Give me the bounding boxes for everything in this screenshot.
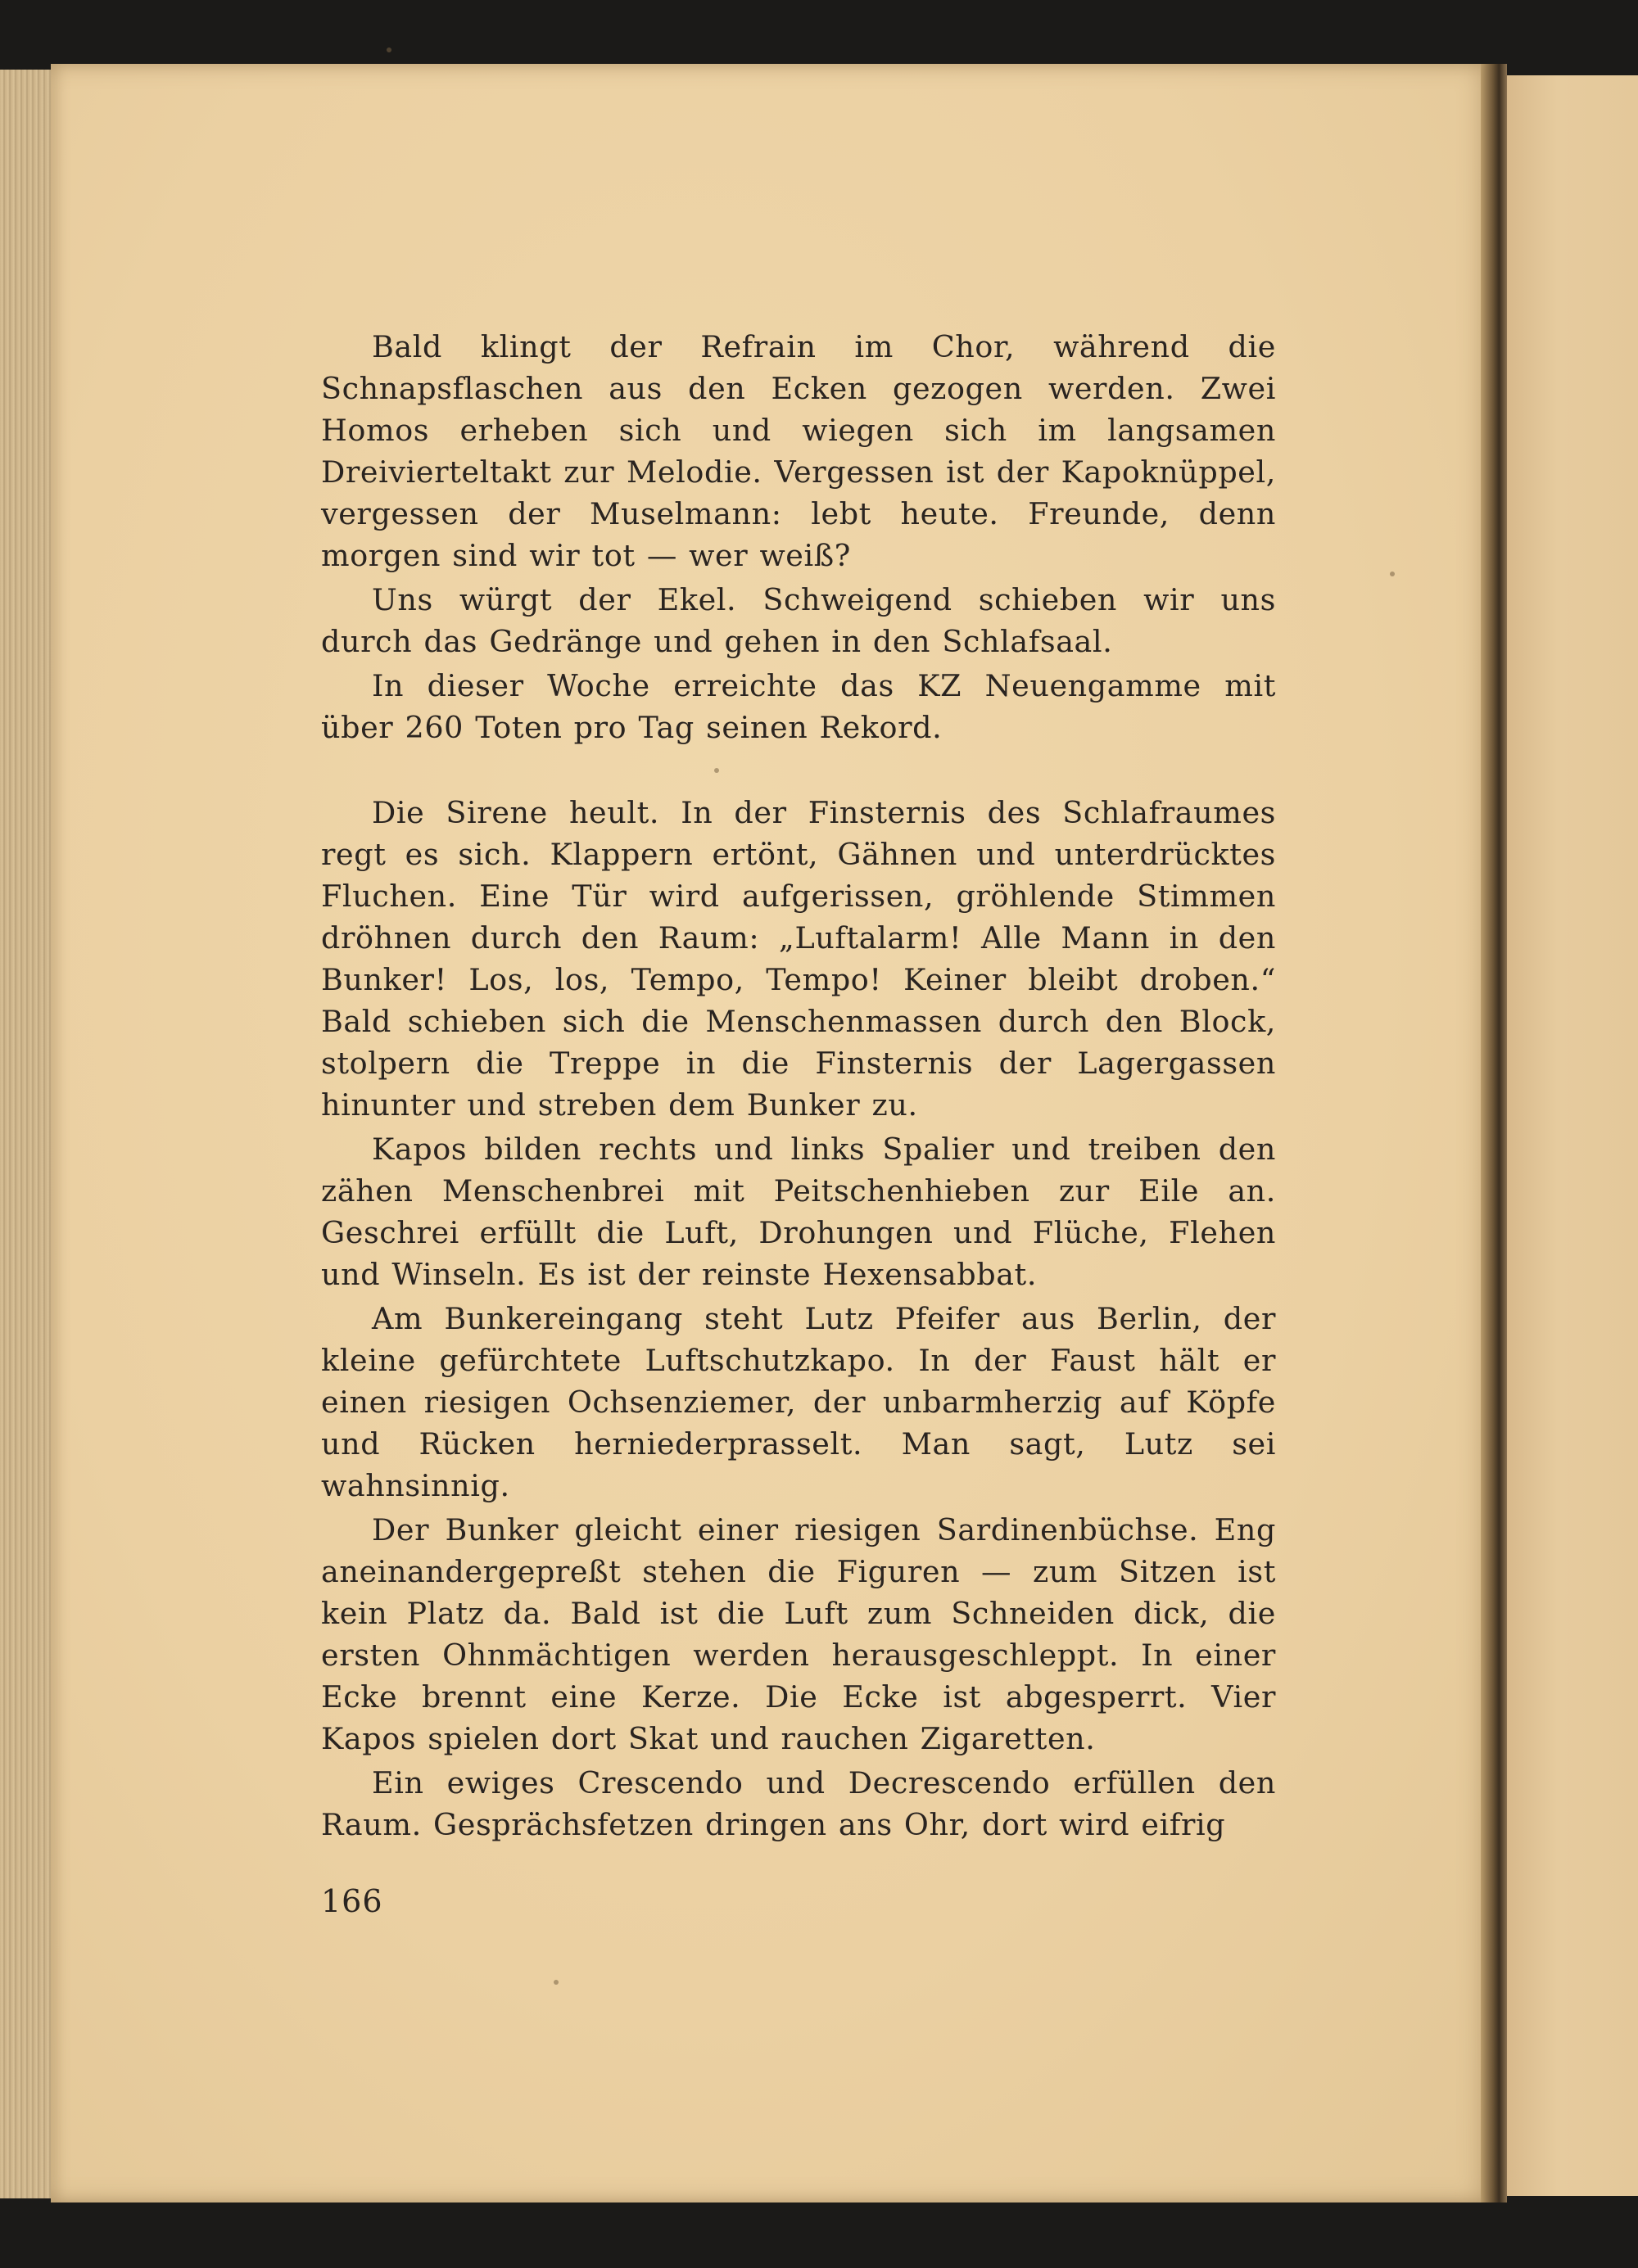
book-gutter — [1481, 64, 1507, 2202]
paper-speck — [1390, 572, 1395, 576]
paper-speck — [387, 47, 391, 52]
facing-page-edge — [1504, 75, 1638, 2196]
page-number: 166 — [321, 1883, 383, 1919]
paragraph: Die Sirene heult. In der Finsternis des Schlafraumes regt es sich. Klappern ertönt, Gähnen und unterdrücktes Fluchen. Eine Tür wird aufgerissen, gröhlende Stimmen dröhnen durch den Raum: „Luftalarm! Alle Mann in den Bunker! Los, los, Tempo, Tempo! Keiner bleibt droben.“ Bald schieben sich die Menschenmassen durch den Block, stolpern die Treppe in die Finsternis der Lagergassen hinunter und streben dem Bunker zu. — [321, 795, 1276, 1123]
paragraph: Bald klingt der Refrain im Chor, während die Schnapsflaschen aus den Ecken gezogen werden. Zwei Homos erheben sich und wiegen sich im langsamen Dreivierteltakt zur Melodie. Vergessen ist der Kapoknüppel, vergessen der Muselmann: lebt heute. Freunde, denn morgen sind wir tot — wer weiß? — [321, 329, 1276, 573]
paragraph: In dieser Woche erreichte das KZ Neuengamme mit über 260 Toten pro Tag seinen Rekord. — [321, 668, 1276, 745]
paragraph: Der Bunker gleicht einer riesigen Sardinenbüchse. Eng aneinandergepreßt stehen die Figuren — zum Sitzen ist kein Platz da. Bald ist die Luft zum Schneiden dick, die ersten Ohnmächtigen werden herausgeschleppt. In einer Ecke brennt eine Kerze. Die Ecke ist abgesperrt. Vier Kapos spielen dort Skat und rauchen Zigaretten. — [321, 1512, 1276, 1756]
paragraph: Am Bunkereingang steht Lutz Pfeifer aus Berlin, der kleine gefürchtete Luftschutzkapo. In der Faust hält er einen riesigen Ochsenziemer, der unbarmherzig auf Köpfe und Rücken herniederprasselt. Man sagt, Lutz sei wahnsinnig. — [321, 1301, 1276, 1503]
paragraph: Uns würgt der Ekel. Schweigend schieben wir uns durch das Gedränge und gehen in den Schlafsaal. — [321, 582, 1276, 659]
paper-speck — [554, 1980, 559, 1985]
paragraph: Ein ewiges Crescendo und Decrescendo erfüllen den Raum. Gesprächsfetzen dringen ans Ohr, dort wird eifrig — [321, 1765, 1276, 1842]
body-text — [321, 326, 1276, 1848]
paragraph: Kapos bilden rechts und links Spalier und treiben den zähen Menschenbrei mit Peitschenhieben zur Eile an. Geschrei erfüllt die Luft, Drohungen und Flüche, Flehen und Winseln. Es ist der reinste Hexensabbat. — [321, 1132, 1276, 1292]
